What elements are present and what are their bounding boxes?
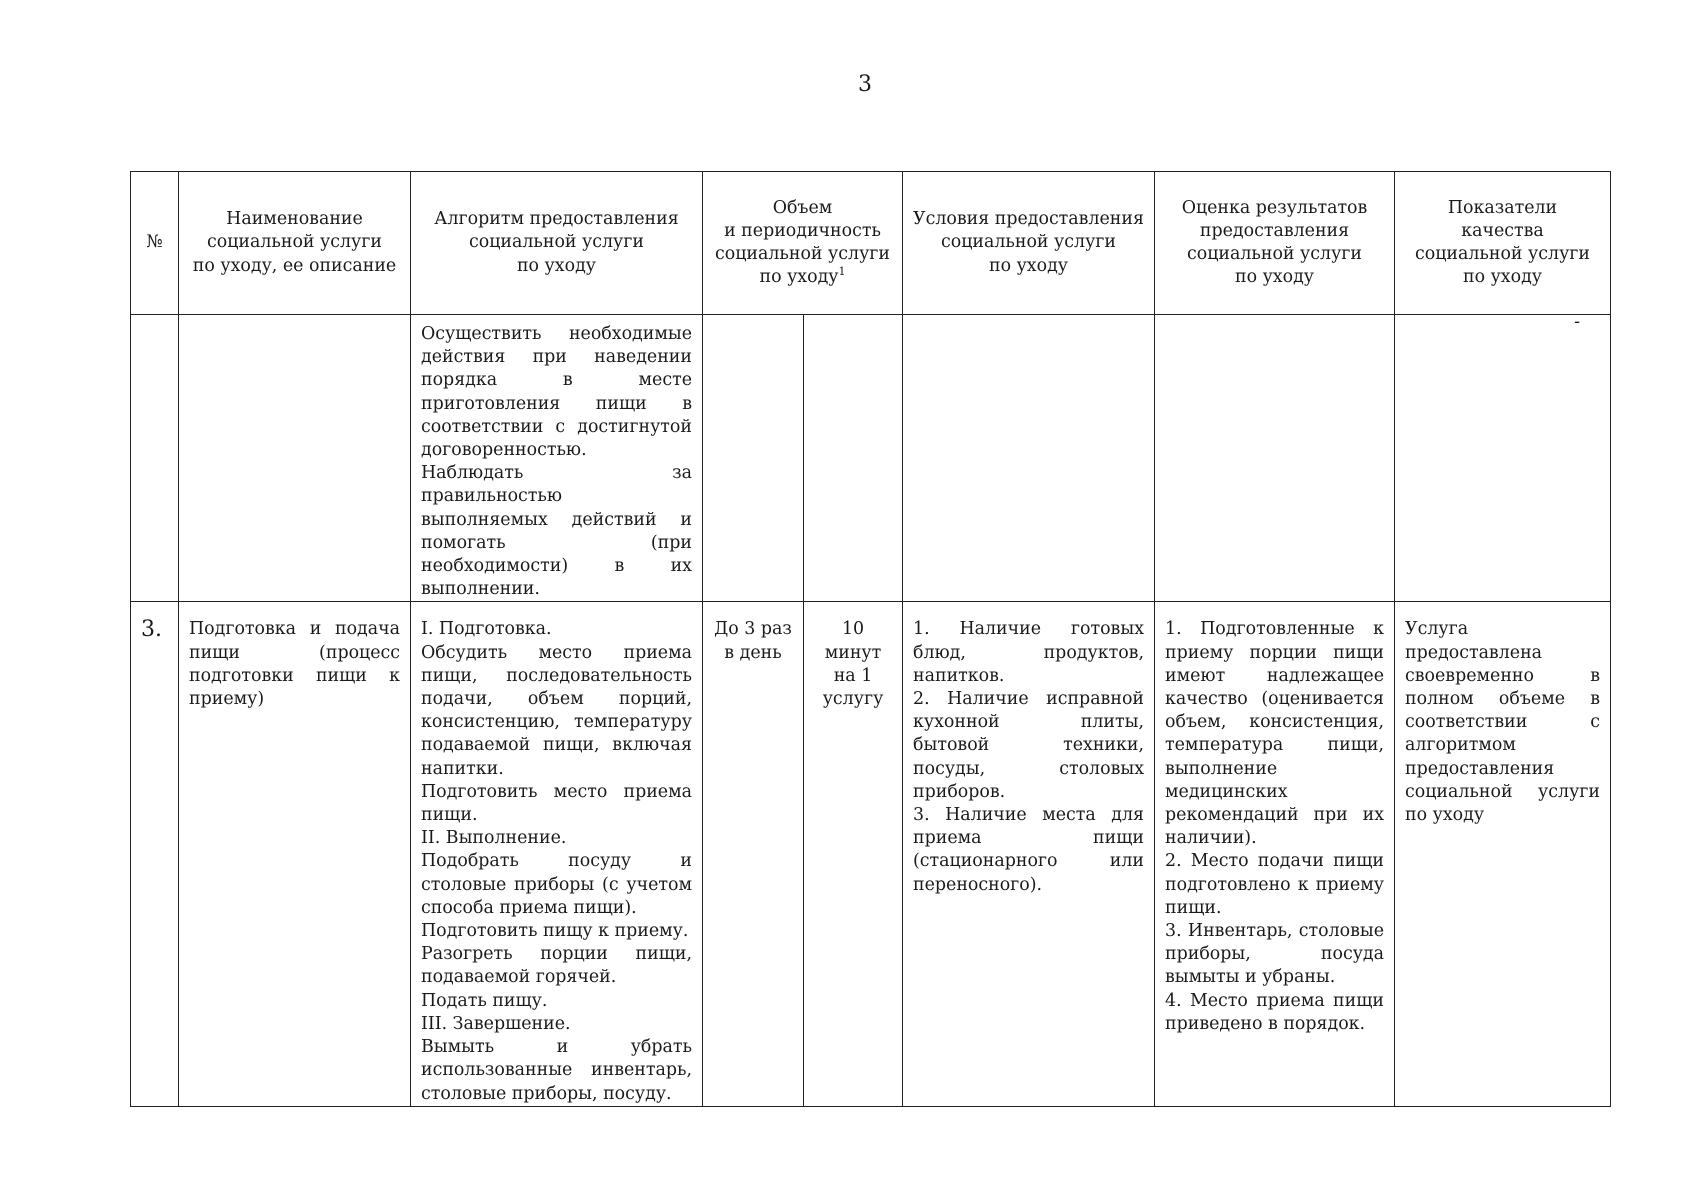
cell-quality: [1395, 602, 1611, 1106]
header-line: социальной услуги: [1187, 244, 1363, 264]
header-line: по уходу, ее описание: [192, 255, 397, 276]
duration-line: услугу: [822, 689, 884, 710]
algorithm-step: Подготовить место приема пищи.: [421, 781, 692, 826]
duration-line: на 1: [833, 665, 873, 686]
algorithm-step: III. Завершение.: [421, 1013, 571, 1034]
algorithm-step: Подготовить пищу к приему.: [421, 921, 689, 942]
duration-line: 10: [841, 619, 865, 640]
cell-name: [179, 602, 411, 1106]
table-row-continued: [131, 315, 1611, 602]
evaluation: [1155, 602, 1394, 1036]
header-line: Условия предоставления: [913, 209, 1144, 230]
header-line: Алгоритм предоставления: [434, 209, 679, 230]
duration-line: минут: [824, 642, 882, 663]
header-line: по уходу: [1234, 267, 1315, 288]
header-line: социальной услуги: [1415, 244, 1591, 264]
header-line-text: по уходу: [759, 267, 839, 288]
algorithm-step: I. Подготовка.: [421, 619, 552, 640]
header-line: Показатели качества: [1447, 197, 1558, 241]
cell-evaluation: [1155, 315, 1395, 602]
conditions: [903, 602, 1154, 896]
header-line: по уходу: [516, 255, 597, 276]
duration: [804, 602, 902, 711]
algorithm-step: Вымыть и убрать использованные инвентарь, столовые приборы, посуду.: [421, 1037, 692, 1104]
evaluation-item: 2. Место подачи пищи подготовлено к приему пищи.: [1165, 851, 1385, 918]
condition-item: 3. Наличие места для приема пищи (стационарного или переносного).: [913, 805, 1145, 895]
cell-num: [131, 315, 179, 602]
table-row-3: [131, 602, 1611, 1106]
cell-frequency: [703, 602, 804, 1106]
algorithm-step: Подать пищу.: [421, 990, 548, 1011]
cell-algorithm: [411, 315, 703, 602]
algorithm-step: Осуществить необходимые действия при наведении порядка в месте приготовления пищи в соответствии с достигнутой договоренностью.: [421, 324, 692, 461]
header-line: Оценка результатов: [1181, 197, 1368, 218]
header-line: социальной услуги: [941, 232, 1117, 253]
cell-quality: [1395, 312, 1611, 602]
cell-frequency: [703, 315, 804, 602]
evaluation-item: 3. Инвентарь, столовые приборы, посуда вымыты и убраны.: [1165, 921, 1385, 988]
dash-mark: -: [1574, 312, 1581, 332]
condition-item: 2. Наличие исправной кухонной плиты, бытовой техники, посуды, столовых приборов.: [913, 689, 1145, 802]
cell-algorithm: [411, 602, 703, 1106]
header-conditions: [903, 172, 1155, 315]
table-header-row: [131, 172, 1611, 315]
service-name: Подготовка и подача пищи (процесс подготовки пищи к приему): [189, 619, 400, 710]
page-number: 3: [858, 72, 872, 97]
algorithm-step: Подобрать посуду и столовые приборы (с учетом способа приема пищи).: [421, 851, 692, 918]
cell-algorithm-content: [411, 315, 702, 601]
header-name: [179, 172, 411, 315]
cell-conditions: [903, 602, 1155, 1106]
evaluation-item: 4. Место приема пищи приведено в порядок.: [1165, 990, 1385, 1034]
cell-duration: [804, 602, 903, 1106]
header-num: №: [131, 172, 179, 315]
header-line: социальной услуги: [206, 232, 382, 253]
services-table: [130, 171, 1611, 1107]
header-line: социальной услуги: [468, 232, 644, 253]
header-quality: [1395, 172, 1611, 315]
header-line: по уходу: [1462, 267, 1543, 288]
quality-indicator: Услуга предоставлена своевременно в полном объеме в соответствии с алгоритмом предоставления социальной услуги по уходу: [1405, 619, 1601, 826]
algorithm-step: II. Выполнение.: [421, 828, 567, 849]
footnote-marker: 1: [838, 265, 846, 279]
algorithm-step: Наблюдать за правильностью выполняемых действий и помогать (при необходимости) в их выполнении.: [421, 463, 692, 600]
header-line: Наименование: [226, 209, 363, 230]
header-line: предоставления: [1199, 220, 1350, 241]
header-line: по уходу: [988, 255, 1069, 276]
header-volume: [703, 172, 903, 315]
cell-evaluation: [1155, 602, 1395, 1106]
row-number: 3.: [141, 617, 162, 643]
cell-duration: [804, 315, 903, 602]
header-line: Объем: [772, 197, 833, 218]
frequency-line: До 3 раз: [714, 619, 792, 640]
evaluation-item: 1. Подготовленные к приему порции пищи имеют надлежащее качество (оценивается объем, консистенция, температура пищи, выполнение медицинских рекомендаций при их наличии).: [1165, 619, 1385, 849]
algorithm-step: Обсудить место приема пищи, последовательность подачи, объем порций, консистенцию, температуру подаваемой пищи, включая напитки.: [421, 642, 692, 779]
frequency-line: в день: [724, 642, 782, 663]
header-line: социальной услуги: [715, 244, 891, 264]
header-line: [713, 266, 892, 289]
algorithm-step: Разогреть порции пищи, подаваемой горячей.: [421, 944, 692, 988]
cell-algorithm-content: [411, 602, 702, 1105]
condition-item: 1. Наличие готовых блюд, продуктов, напитков.: [913, 619, 1145, 686]
cell-name: [179, 315, 411, 602]
cell-conditions: [903, 315, 1155, 602]
header-algorithm: [411, 172, 703, 315]
header-line: и периодичность: [724, 220, 881, 241]
header-evaluation: [1155, 172, 1395, 315]
frequency: [703, 602, 803, 664]
cell-num: [131, 602, 179, 1106]
